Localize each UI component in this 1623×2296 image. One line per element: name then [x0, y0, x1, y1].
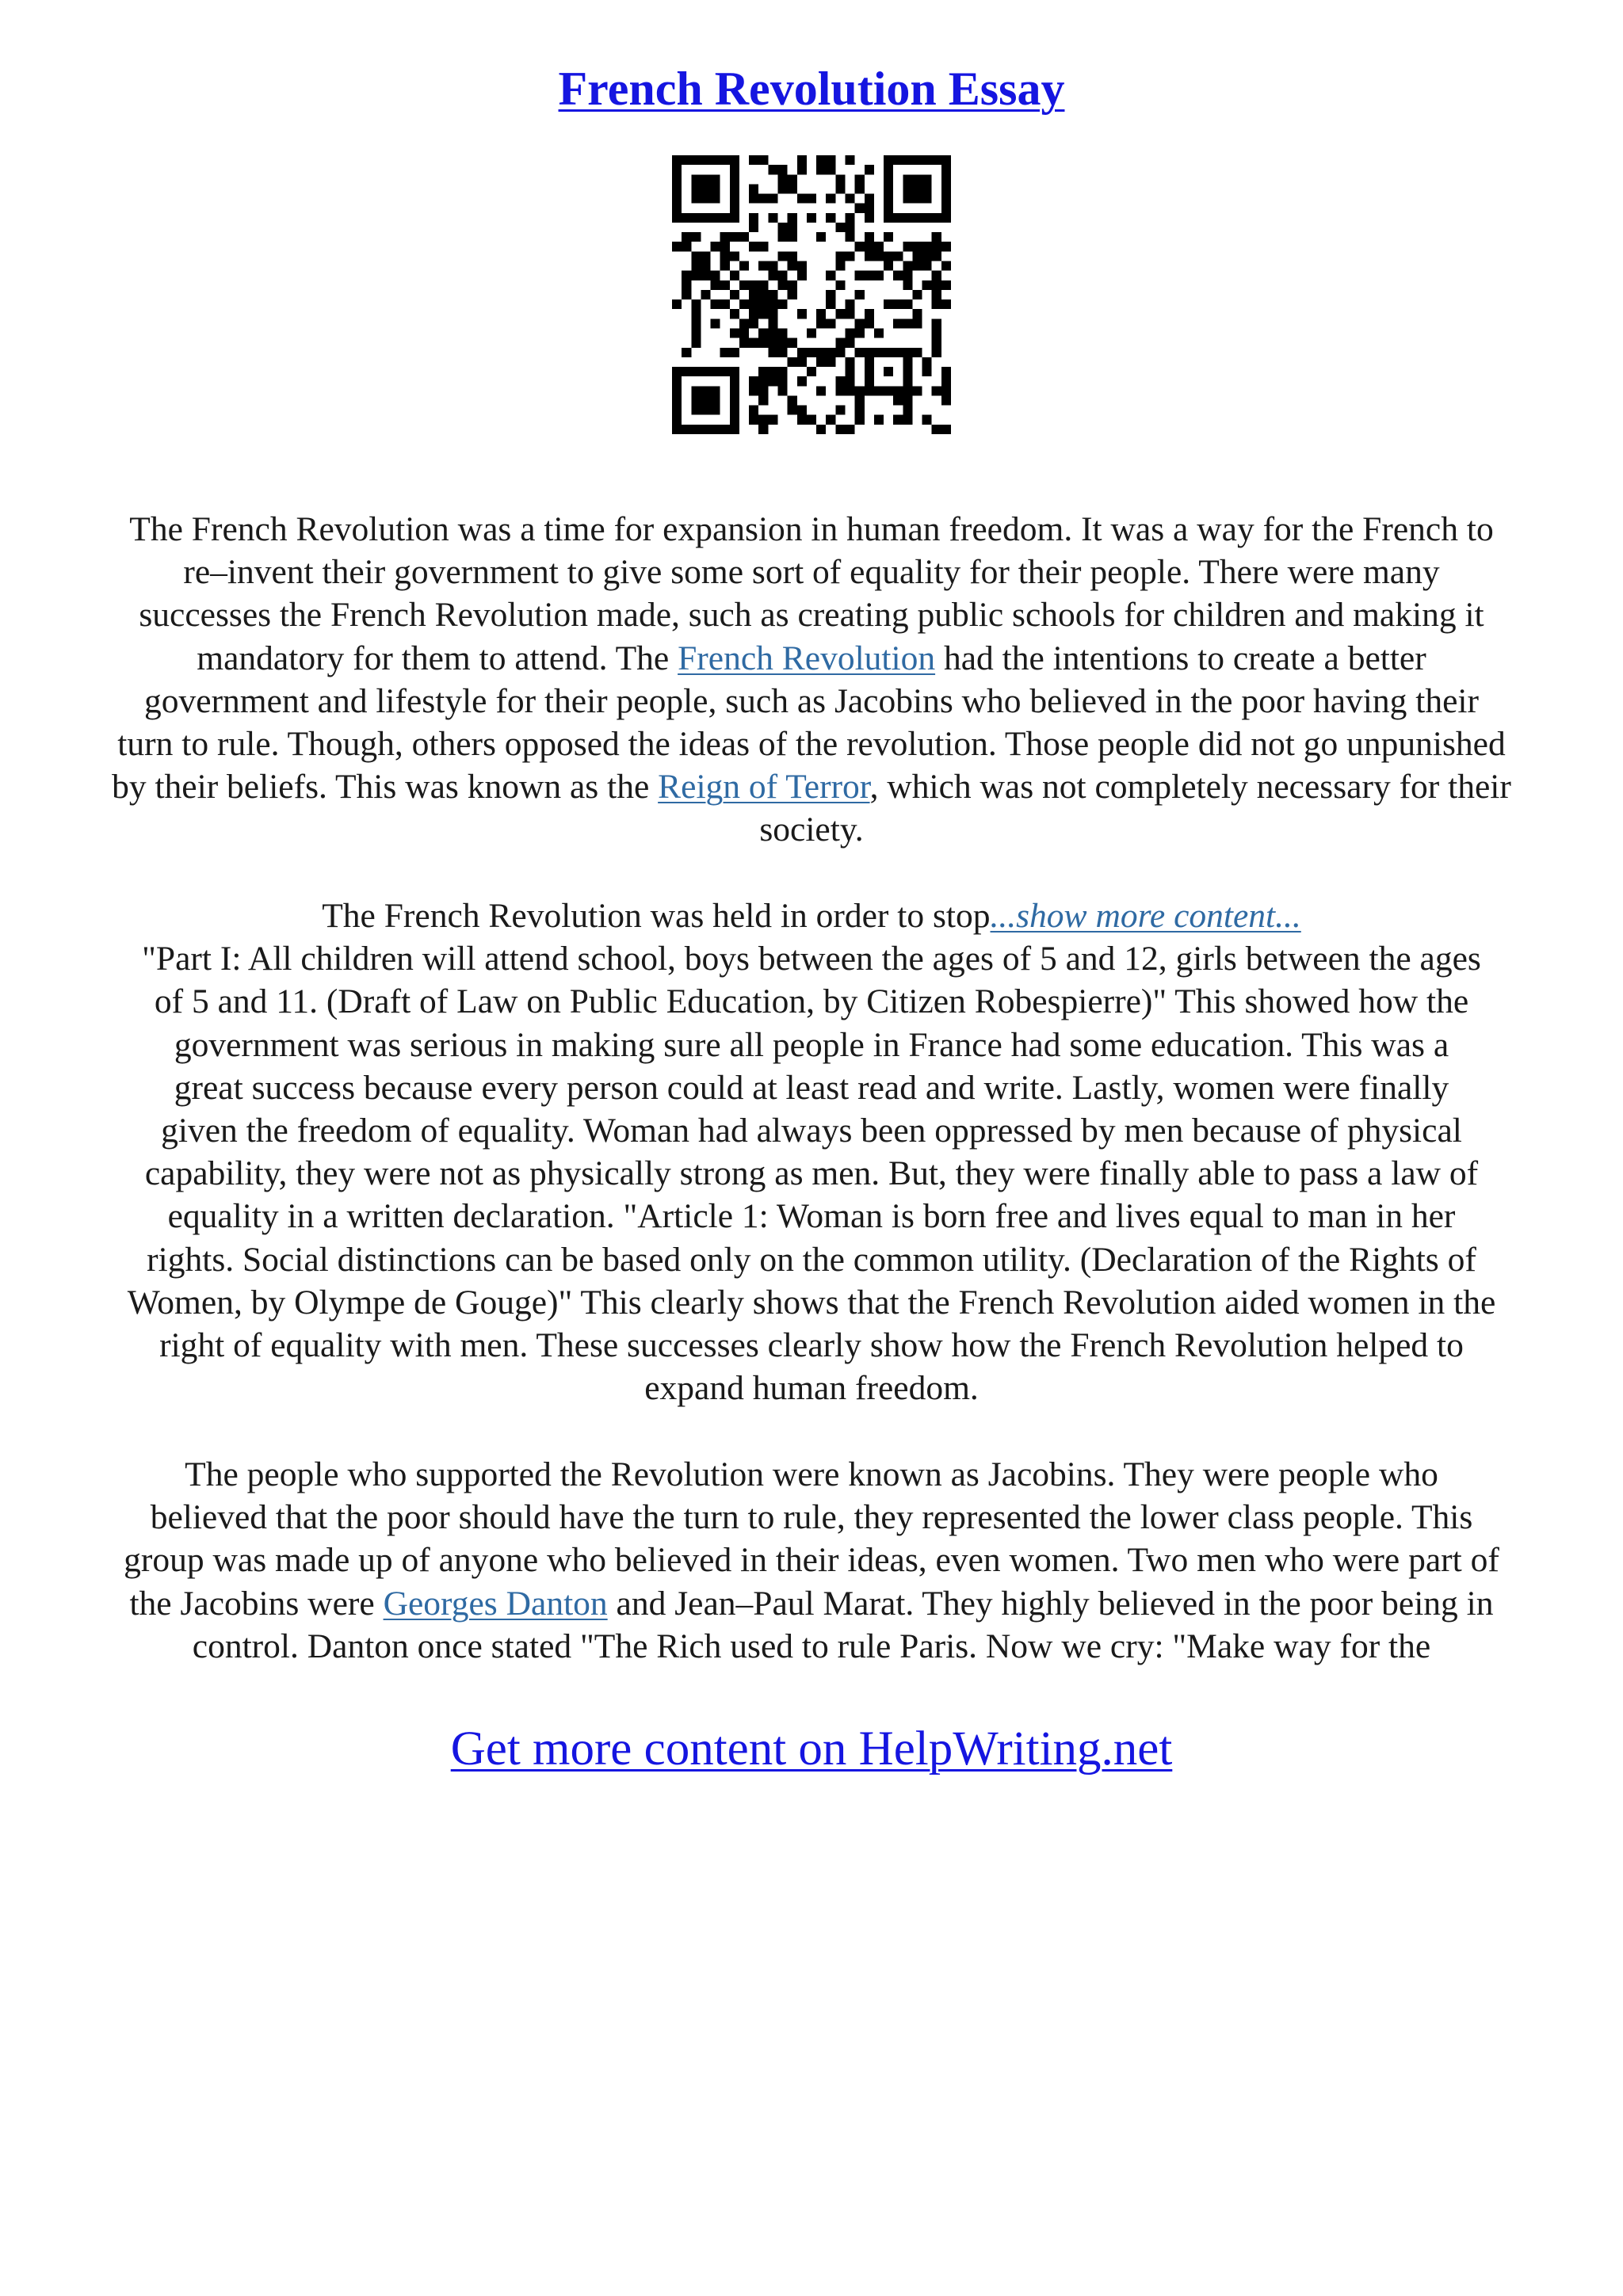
- qr-code-graphic: [672, 155, 951, 434]
- paragraph-successes: [55, 894, 1568, 1409]
- title-link[interactable]: French Revolution Essay: [558, 63, 1065, 115]
- georges-danton-link[interactable]: Georges Danton: [383, 1584, 608, 1623]
- paragraph-intro-text-c: , which was not completely necessary for their society.: [759, 768, 1511, 849]
- french-revolution-link[interactable]: French Revolution: [678, 639, 936, 677]
- paragraph-jacobins: [55, 1453, 1568, 1668]
- paragraph-successes-body: "Part I: All children will attend school, boys between the ages of 5 and 12, girls between the ages of 5 and 11. (Draft of Law on Public Education, by Citizen Robespierre)" This showed how the government was serious in making sure all people in France had some education. This was a great success because every person could at least read and write. Lastly, women were finally given the freedom of equality. Woman had always been oppressed by men because of physical capability, they were not as physically strong as men. But, they were finally able to pass a law of equality in a written declaration. "Article 1: Woman is born free and lives equal to man in her rights. Social distinctions can be based only on the common utility. (Declaration of the Rights of Women, by Olympe de Gouge)" This clearly shows that the French Revolution aided women in the right of equality with men. These successes clearly show how the French Revolution helped to expand human freedom.: [127, 940, 1496, 1408]
- footer: [0, 1718, 1623, 1781]
- paragraph-intro: [55, 508, 1568, 852]
- paragraph-intro-text-a: The French Revolution was a time for expansion in human freedom. It was a way for the French to re–invent their government to give some sort of equality for their people. There were many successes the French Revolution made, such as creating public schools for children and making it mandatory for them to attend. The: [129, 510, 1494, 677]
- paragraph-successes-lead: The French Revolution was held in order to stop: [322, 897, 991, 935]
- qr-code-image: [672, 155, 951, 434]
- paragraph-intro-text-b: had the intentions to create a better government and lifestyle for their people, such as Jacobins who believed in the poor having their turn to rule. Though, others opposed the ideas of the revolution. Those people did not go unpunished by their beliefs. This was known as the: [112, 639, 1506, 807]
- paragraph-jacobins-text-a: The people who supported the Revolution were known as Jacobins. They were people who believed that the poor should have the turn to rule, they represented the lower class people. This group was made up of anyone who believed in their ideas, even women. Two men who were part of the Jacobins were: [124, 1455, 1499, 1623]
- get-more-content-link[interactable]: Get more content on HelpWriting.net: [450, 1722, 1173, 1775]
- page-title: [0, 57, 1623, 120]
- paragraph-jacobins-text-b: and Jean–Paul Marat. They highly believed in the poor being in control. Danton once stated "The Rich used to rule Paris. Now we cry: "Make way for the: [192, 1584, 1494, 1665]
- reign-of-terror-link[interactable]: Reign of Terror: [658, 768, 870, 807]
- show-more-link[interactable]: ...show more content...: [990, 897, 1301, 935]
